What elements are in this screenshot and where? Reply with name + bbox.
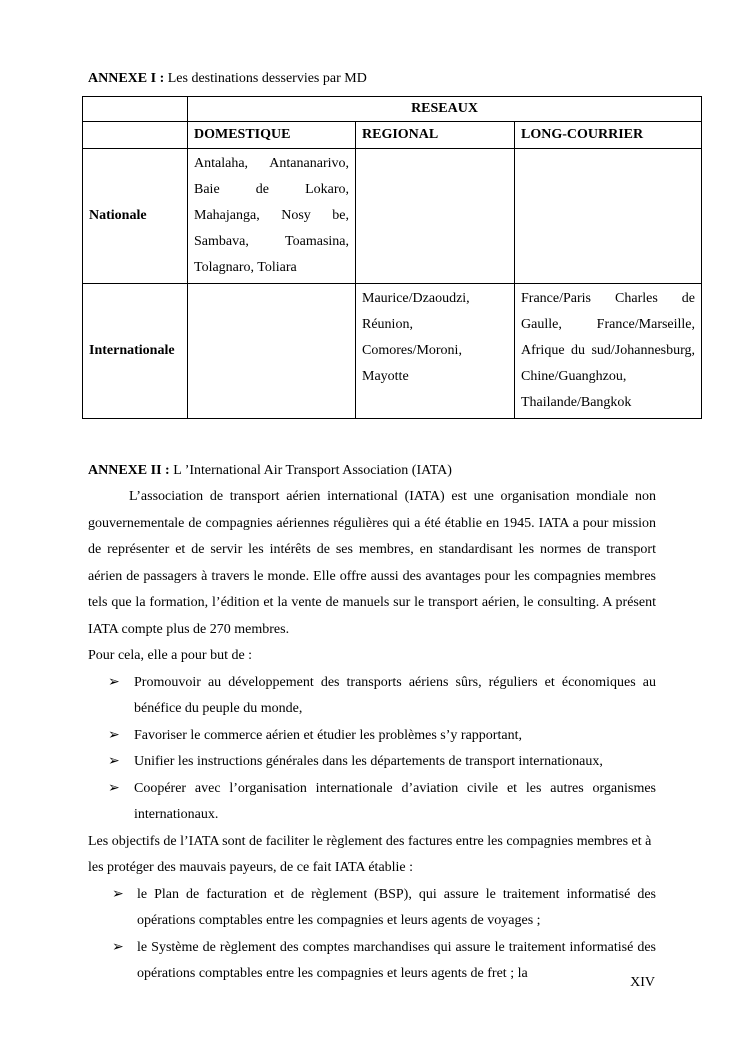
table-row xyxy=(83,284,702,419)
annex2-title: L ’International Air Transport Association (IATA) xyxy=(173,463,452,478)
empty-corner-cell xyxy=(83,97,188,122)
arrow-bullet-icon: ➢ xyxy=(112,939,124,955)
annex2-label: ANNEXE II : xyxy=(88,463,170,478)
list-item: ➢ Promouvoir au développement des transports aériens sûrs, réguliers et économiques au bénéfice du peuple du monde, xyxy=(88,670,656,723)
cell-internationale-long-courrier: France/Paris Charles de Gaulle, France/Marseille, Afrique du sud/Johannesburg, Chine/Guanghzou, Thailande/Bangkok xyxy=(515,284,702,419)
annex2-intro-paragraph: L’association de transport aérien international (IATA) est une organisation mondiale non gouvernementale de compagnies aériennes régulières qui a été établie en 1945. IATA a pour mission de représenter et de servir les intérêts de ses membres, en standardisant les normes de transport aérien de passagers à travers le monde. Elle offre aussi des avantages pour les compagnies membres tels que la formation, l’édition et la vente de manuels sur le transport aérien, le consulting. A présent IATA compte plus de 270 membres. xyxy=(88,489,656,637)
list-item: ➢ Coopérer avec l’organisation internationale d’aviation civile et les autres organismes internationaux. xyxy=(88,776,656,829)
column-header-long-courrier: LONG-COURRIER xyxy=(515,122,702,149)
objectives-intro: Les objectifs de l’IATA sont de faciliter le règlement des factures entre les compagnies membres et à les protéger des mauvais payeurs, de ce fait IATA établie : xyxy=(88,833,652,875)
arrow-bullet-icon: ➢ xyxy=(108,727,120,743)
column-header-domestique: DOMESTIQUE xyxy=(188,122,356,149)
arrow-bullet-icon: ➢ xyxy=(108,780,120,796)
list-item: ➢ le Système de règlement des comptes marchandises qui assure le traitement informatisé des opérations comptables entre les compagnies et leurs agents de fret ; la xyxy=(88,935,656,988)
empty-label-cell xyxy=(83,122,188,149)
list-item: ➢ le Plan de facturation et de règlement (BSP), qui assure le traitement informatisé des opérations comptables entre les compagnies et leurs agents de voyages ; xyxy=(88,882,656,935)
goals-list xyxy=(88,670,656,829)
page-number: XIV xyxy=(630,975,655,990)
annex1-heading xyxy=(88,68,656,90)
row-label-nationale: Nationale xyxy=(83,149,188,284)
row-label-internationale: Internationale xyxy=(83,284,188,419)
arrow-bullet-icon: ➢ xyxy=(108,674,120,690)
cell-nationale-regional xyxy=(356,149,515,284)
list-item: ➢ Unifier les instructions générales dans les départements de transport internationaux, xyxy=(88,749,656,776)
annex1-title: Les destinations desservies par MD xyxy=(167,71,367,86)
cell-internationale-regional: Maurice/Dzaoudzi, Réunion, Comores/Moroni, Mayotte xyxy=(356,284,515,419)
arrow-bullet-icon: ➢ xyxy=(108,754,120,769)
annex2-heading xyxy=(88,458,656,484)
arrow-bullet-icon: ➢ xyxy=(112,886,124,902)
list-item: ➢ Favoriser le commerce aérien et étudier les problèmes s’y rapportant, xyxy=(88,723,656,750)
cell-nationale-domestique: Antalaha, Antananarivo, Baie de Lokaro, Mahajanga, Nosy be, Sambava, Toamasina, Tolagnaro, Toliara xyxy=(188,149,356,284)
goals-intro: Pour cela, elle a pour but de : xyxy=(88,648,253,663)
column-header-regional: REGIONAL xyxy=(356,122,515,149)
table-row xyxy=(83,149,702,284)
group-header: RESEAUX xyxy=(188,97,702,122)
annex1-label: ANNEXE I : xyxy=(88,71,165,86)
cell-nationale-long-courrier xyxy=(515,149,702,284)
objectives-list xyxy=(88,882,656,988)
destinations-table xyxy=(82,96,702,419)
cell-internationale-domestique xyxy=(188,284,356,419)
annex2-section xyxy=(88,458,656,988)
